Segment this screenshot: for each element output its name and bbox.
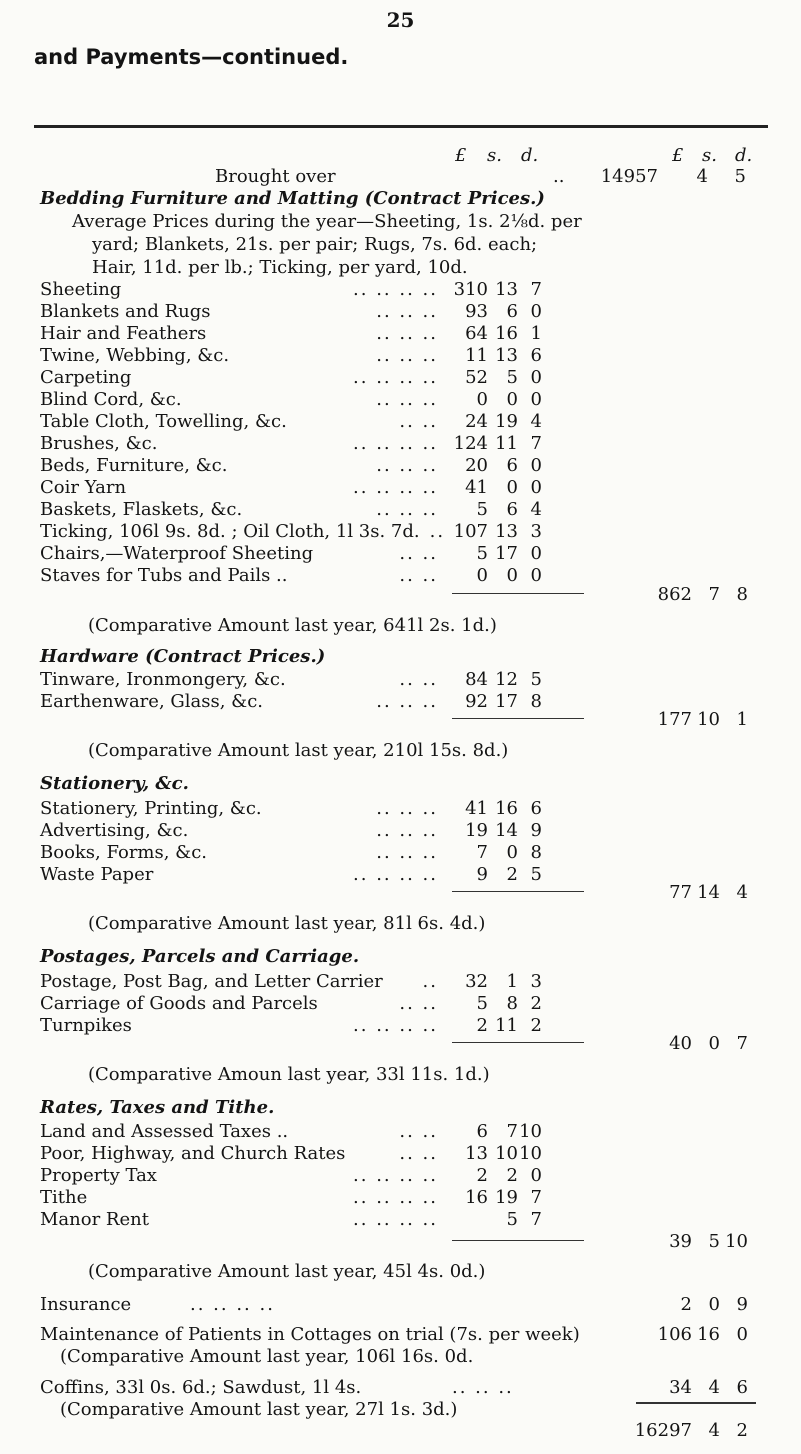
grand-total-pence: 2 [736, 1420, 748, 1441]
item-label: Coir Yarn [40, 477, 127, 498]
page-number: 25 [386, 8, 415, 32]
header-pence-2: d. [735, 145, 753, 166]
rates-total-pounds: 39 [669, 1231, 692, 1252]
item-leader-dots: .. .. .. [376, 323, 438, 344]
stationery-heading: Stationery, &c. [40, 773, 189, 794]
coffins-comparative: (Comparative Amount last year, 27l 1s. 3d.) [60, 1399, 458, 1420]
item-pence: 3 [530, 521, 542, 542]
insurance-label: Insurance [40, 1294, 132, 1315]
item-pence: 2 [530, 1015, 542, 1036]
hardware-total-pounds: 177 [657, 709, 692, 730]
item-label: Baskets, Flaskets, &c. [40, 499, 243, 520]
bedding-line-item [40, 411, 600, 433]
item-pence: 5 [530, 669, 542, 690]
item-shillings: 2 [506, 864, 518, 885]
item-label: Tinware, Ironmongery, &c. [40, 669, 286, 690]
bedding-line-item [40, 279, 600, 301]
item-pounds: 93 [465, 301, 488, 322]
item-pence: 8 [530, 691, 542, 712]
grand-total-pounds: 16297 [634, 1420, 692, 1441]
rates-line-item [40, 1209, 600, 1231]
postages-heading: Postages, Parcels and Carriage. [40, 946, 360, 967]
item-leader-dots: .. .. .. [376, 842, 438, 863]
item-pence: 5 [530, 864, 542, 885]
item-pounds: 6 [476, 1121, 488, 1142]
item-leader-dots: .. .. [399, 565, 438, 586]
item-leader-dots: .. .. .. [376, 455, 438, 476]
item-shillings: 13 [495, 521, 518, 542]
item-pence: 4 [530, 411, 542, 432]
item-pounds: 124 [453, 433, 488, 454]
rates-subtotal-rule [452, 1240, 584, 1241]
item-pence: 0 [530, 367, 542, 388]
stationery-total-pence: 4 [736, 882, 748, 903]
item-pounds: 32 [465, 971, 488, 992]
item-pence: 7 [530, 1209, 542, 1230]
item-leader-dots: .. .. [399, 411, 438, 432]
item-leader-dots: .. .. [399, 669, 438, 690]
coffins-label: Coffins, 33l 0s. 6d.; Sawdust, 1l 4s. [40, 1377, 362, 1398]
bedding-line-item [40, 455, 600, 477]
stationery-total-pounds: 77 [669, 882, 692, 903]
item-pence: 7 [530, 1187, 542, 1208]
postages-total-pence: 7 [736, 1033, 748, 1054]
hardware-comparative: (Comparative Amount last year, 210l 15s. 8d.) [88, 740, 509, 761]
coffins-shillings: 4 [708, 1377, 720, 1398]
item-shillings: 6 [506, 499, 518, 520]
item-shillings: 19 [495, 411, 518, 432]
item-pounds: 107 [453, 521, 488, 542]
postages-line-item [40, 1015, 600, 1037]
item-shillings: 1 [506, 971, 518, 992]
postages-line-item [40, 993, 600, 1015]
header-shilling-1: s. [487, 145, 502, 166]
hardware-line-item [40, 669, 600, 691]
item-shillings: 6 [506, 455, 518, 476]
brought-over-shillings: 4 [696, 166, 708, 187]
bedding-line-item [40, 389, 600, 411]
header-pound-2: £ [672, 145, 684, 166]
item-label: Sheeting [40, 279, 122, 300]
item-leader-dots: .. .. .. .. [353, 477, 438, 498]
item-leader-dots: .. .. .. [376, 499, 438, 520]
item-leader-dots: .. .. .. .. [353, 1165, 438, 1186]
item-leader-dots: .. [429, 521, 446, 542]
item-leader-dots: .. .. .. [376, 691, 438, 712]
item-pounds: 5 [476, 499, 488, 520]
item-label: Carpeting [40, 367, 132, 388]
bedding-heading: Bedding Furniture and Matting (Contract Prices.) [40, 188, 545, 209]
item-pence: 0 [530, 477, 542, 498]
item-pounds: 7 [476, 842, 488, 863]
item-label: Property Tax [40, 1165, 157, 1186]
postages-comparative: (Comparative Amoun last year, 33l 11s. 1d.) [88, 1064, 490, 1085]
item-pounds: 9 [476, 864, 488, 885]
rates-heading: Rates, Taxes and Tithe. [40, 1097, 275, 1118]
maintenance-shillings: 16 [697, 1324, 720, 1345]
stationery-subtotal-rule [452, 891, 584, 892]
item-label: Blankets and Rugs [40, 301, 211, 322]
stationery-line-item [40, 820, 600, 842]
brought-over-dots: .. [553, 166, 565, 187]
item-leader-dots: .. .. .. .. [353, 433, 438, 454]
item-pounds: 52 [465, 367, 488, 388]
hardware-total-shillings: 10 [697, 709, 720, 730]
item-leader-dots: .. .. .. .. [353, 279, 438, 300]
bedding-line-item [40, 477, 600, 499]
item-label: Ticking, 106l 9s. 8d. ; Oil Cloth, 1l 3s. 7d. [40, 521, 420, 542]
postages-line-item [40, 971, 600, 993]
item-label: Staves for Tubs and Pails .. [40, 565, 288, 586]
item-pence: 0 [530, 1165, 542, 1186]
item-leader-dots: .. .. .. [376, 798, 438, 819]
item-pence: 2 [530, 993, 542, 1014]
maintenance-label: Maintenance of Patients in Cottages on trial (7s. per week) [40, 1324, 580, 1345]
item-shillings: 14 [495, 820, 518, 841]
item-pence: 8 [530, 842, 542, 863]
rates-line-item [40, 1143, 600, 1165]
item-pounds: 5 [476, 543, 488, 564]
coffins-dots: .. .. .. [452, 1377, 514, 1398]
page-title: and Payments—continued. [34, 45, 349, 69]
item-pounds: 19 [465, 820, 488, 841]
rates-total-shillings: 5 [708, 1231, 720, 1252]
item-label: Manor Rent [40, 1209, 149, 1230]
item-label: Turnpikes [40, 1015, 132, 1036]
item-leader-dots: .. .. .. .. [353, 367, 438, 388]
rates-line-item [40, 1187, 600, 1209]
item-pence: 0 [530, 301, 542, 322]
header-pound-1: £ [455, 145, 467, 166]
item-shillings: 19 [495, 1187, 518, 1208]
item-label: Brushes, &c. [40, 433, 158, 454]
item-pence: 0 [530, 455, 542, 476]
item-pence: 0 [530, 389, 542, 410]
insurance-pounds: 2 [680, 1294, 692, 1315]
item-label: Postage, Post Bag, and Letter Carrier [40, 971, 383, 992]
item-leader-dots: .. .. .. [376, 301, 438, 322]
item-pounds: 84 [465, 669, 488, 690]
item-leader-dots: .. .. .. [376, 820, 438, 841]
bedding-line-item [40, 543, 600, 565]
item-leader-dots: .. .. .. .. [353, 864, 438, 885]
item-pence: 10 [519, 1121, 542, 1142]
header-pence-1: d. [521, 145, 539, 166]
maintenance-pounds: 106 [657, 1324, 692, 1345]
item-leader-dots: .. .. .. [376, 389, 438, 410]
item-pounds: 11 [465, 345, 488, 366]
item-shillings: 0 [506, 565, 518, 586]
item-pence: 0 [530, 543, 542, 564]
item-label: Carriage of Goods and Parcels [40, 993, 318, 1014]
item-label: Blind Cord, &c. [40, 389, 182, 410]
item-leader-dots: .. .. [399, 543, 438, 564]
bedding-comparative: (Comparative Amount last year, 641l 2s. 1d.) [88, 615, 497, 636]
item-shillings: 12 [495, 669, 518, 690]
item-pounds: 41 [465, 477, 488, 498]
item-leader-dots: .. .. .. .. [353, 1187, 438, 1208]
item-shillings: 8 [506, 993, 518, 1014]
item-pounds: 2 [476, 1015, 488, 1036]
hardware-subtotal-rule [452, 718, 584, 719]
item-shillings: 6 [506, 301, 518, 322]
item-pence: 9 [530, 820, 542, 841]
item-pounds: 310 [453, 279, 488, 300]
item-pence: 6 [530, 798, 542, 819]
item-pence: 3 [530, 971, 542, 992]
item-label: Earthenware, Glass, &c. [40, 691, 263, 712]
insurance-pence: 9 [736, 1294, 748, 1315]
item-shillings: 16 [495, 798, 518, 819]
stationery-total-shillings: 14 [697, 882, 720, 903]
bedding-line-item [40, 499, 600, 521]
item-pounds: 20 [465, 455, 488, 476]
item-leader-dots: .. [422, 971, 438, 992]
item-pence: 0 [530, 565, 542, 586]
item-shillings: 13 [495, 279, 518, 300]
bedding-total-shillings: 7 [708, 584, 720, 605]
stationery-line-item [40, 798, 600, 820]
item-shillings: 0 [506, 842, 518, 863]
bedding-line-item [40, 345, 600, 367]
item-shillings: 16 [495, 323, 518, 344]
item-label: Advertising, &c. [40, 820, 189, 841]
stationery-line-item [40, 864, 600, 886]
bedding-total-pounds: 862 [657, 584, 692, 605]
item-pence: 7 [530, 279, 542, 300]
item-label: Tithe [40, 1187, 88, 1208]
item-shillings: 0 [506, 389, 518, 410]
grand-total-shillings: 4 [708, 1420, 720, 1441]
item-label: Books, Forms, &c. [40, 842, 208, 863]
item-shillings: 5 [506, 367, 518, 388]
header-shilling-2: s. [702, 145, 717, 166]
item-label: Waste Paper [40, 864, 154, 885]
item-pounds: 41 [465, 798, 488, 819]
bedding-desc-2: yard; Blankets, 21s. per pair; Rugs, 7s. 6d. each; [92, 234, 538, 255]
hardware-line-item [40, 691, 600, 713]
item-leader-dots: .. .. .. .. [353, 1015, 438, 1036]
maintenance-comparative: (Comparative Amount last year, 106l 16s. 0d. [60, 1346, 474, 1367]
item-leader-dots: .. .. .. [376, 345, 438, 366]
item-shillings: 5 [506, 1209, 518, 1230]
rates-comparative: (Comparative Amount last year, 45l 4s. 0d.) [88, 1261, 486, 1282]
bedding-desc-3: Hair, 11d. per lb.; Ticking, per yard, 10d. [92, 257, 468, 278]
item-shillings: 11 [495, 1015, 518, 1036]
hardware-heading: Hardware (Contract Prices.) [40, 646, 326, 667]
rates-line-item [40, 1165, 600, 1187]
bedding-line-item [40, 565, 600, 587]
brought-over-label: Brought over [215, 166, 336, 187]
postages-total-shillings: 0 [708, 1033, 720, 1054]
item-pence: 7 [530, 433, 542, 454]
item-leader-dots: .. .. [399, 1121, 438, 1142]
item-pounds: 13 [465, 1143, 488, 1164]
item-pounds: 0 [476, 565, 488, 586]
item-pounds: 24 [465, 411, 488, 432]
postages-total-pounds: 40 [669, 1033, 692, 1054]
rates-line-item [40, 1121, 600, 1143]
bedding-line-item [40, 301, 600, 323]
bedding-line-item [40, 367, 600, 389]
item-pence: 1 [530, 323, 542, 344]
item-label: Twine, Webbing, &c. [40, 345, 230, 366]
item-leader-dots: .. .. .. .. [353, 1209, 438, 1230]
item-leader-dots: .. .. [399, 1143, 438, 1164]
item-label: Stationery, Printing, &c. [40, 798, 262, 819]
bedding-total-pence: 8 [736, 584, 748, 605]
item-label: Table Cloth, Towelling, &c. [40, 411, 287, 432]
bedding-line-item [40, 521, 600, 543]
brought-over-pounds: 14957 [600, 166, 658, 187]
bedding-line-item [40, 323, 600, 345]
insurance-dots: .. .. .. .. [190, 1294, 275, 1315]
item-label: Poor, Highway, and Church Rates [40, 1143, 346, 1164]
insurance-shillings: 0 [708, 1294, 720, 1315]
bedding-subtotal-rule [452, 593, 584, 594]
item-label: Hair and Feathers [40, 323, 207, 344]
stationery-line-item [40, 842, 600, 864]
item-pounds: 0 [476, 389, 488, 410]
item-shillings: 2 [506, 1165, 518, 1186]
item-pounds: 5 [476, 993, 488, 1014]
title-rule [34, 125, 768, 128]
item-shillings: 7 [506, 1121, 518, 1142]
stationery-comparative: (Comparative Amount last year, 81l 6s. 4d.) [88, 913, 486, 934]
coffins-pence: 6 [736, 1377, 748, 1398]
item-pence: 6 [530, 345, 542, 366]
item-shillings: 13 [495, 345, 518, 366]
maintenance-pence: 0 [736, 1324, 748, 1345]
brought-over-pence: 5 [734, 166, 746, 187]
item-shillings: 11 [495, 433, 518, 454]
item-pence: 10 [519, 1143, 542, 1164]
item-pounds: 92 [465, 691, 488, 712]
item-shillings: 10 [495, 1143, 518, 1164]
coffins-pounds: 34 [669, 1377, 692, 1398]
item-pence: 4 [530, 499, 542, 520]
item-label: Land and Assessed Taxes .. [40, 1121, 289, 1142]
rates-total-pence: 10 [725, 1231, 748, 1252]
postages-subtotal-rule [452, 1042, 584, 1043]
item-leader-dots: .. .. [399, 993, 438, 1014]
hardware-total-pence: 1 [736, 709, 748, 730]
item-label: Chairs,—Waterproof Sheeting [40, 543, 314, 564]
item-pounds: 64 [465, 323, 488, 344]
item-shillings: 17 [495, 543, 518, 564]
bedding-desc-1: Average Prices during the year—Sheeting, 1s. 2⅛d. per [72, 211, 582, 232]
item-label: Beds, Furniture, &c. [40, 455, 228, 476]
grand-total-rule [636, 1402, 756, 1404]
item-shillings: 17 [495, 691, 518, 712]
item-shillings: 0 [506, 477, 518, 498]
item-pounds: 2 [476, 1165, 488, 1186]
item-pounds: 16 [465, 1187, 488, 1208]
bedding-line-item [40, 433, 600, 455]
